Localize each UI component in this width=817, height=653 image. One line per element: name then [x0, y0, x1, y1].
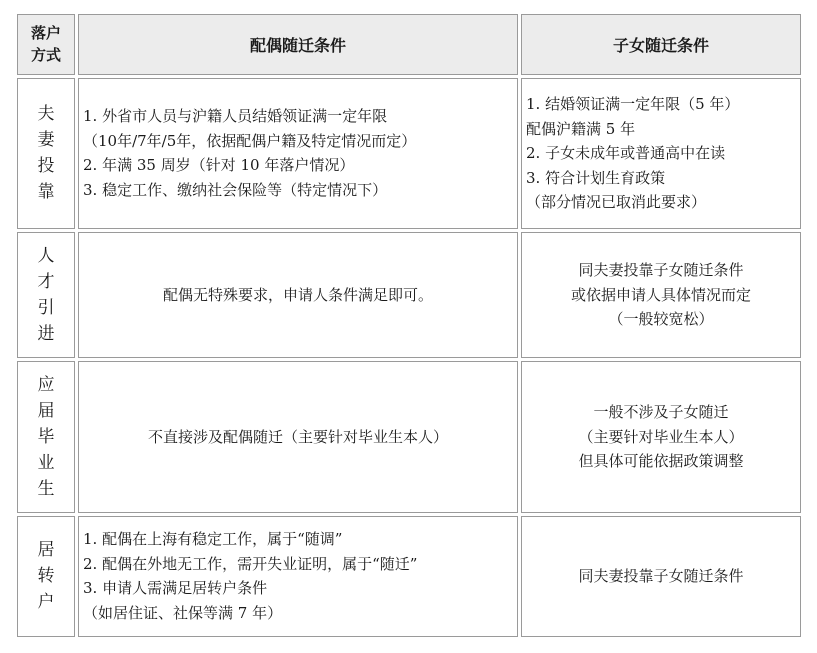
header-mode — [17, 14, 75, 75]
header-children: 子女随迁条件 — [521, 14, 801, 75]
spouse-cell — [78, 516, 518, 637]
children-cell — [521, 78, 801, 229]
condition-line: （主要针对毕业生本人） — [578, 427, 744, 446]
mode-char: 转 — [37, 566, 55, 587]
children-cell — [521, 361, 801, 512]
condition-line: 同夫妻投靠子女随迁条件 — [578, 261, 744, 280]
policy-table-container — [14, 11, 803, 640]
header-mode-line: 方式 — [30, 46, 61, 65]
condition-line: 同夫妻投靠子女随迁条件 — [578, 567, 744, 586]
condition-line: 3. 符合计划生育政策 — [526, 168, 666, 187]
mode-char: 人 — [37, 246, 55, 267]
condition-line: 2. 子女未成年或普通高中在读 — [526, 144, 726, 163]
condition-line: 2. 年满 35 周岁（针对 10 年落户情况） — [83, 156, 355, 175]
table-row — [17, 361, 801, 512]
mode-char: 投 — [37, 156, 55, 177]
header-spouse: 配偶随迁条件 — [78, 14, 518, 75]
mode-char: 毕 — [37, 427, 55, 448]
condition-line: （部分情况已取消此要求） — [526, 193, 707, 212]
children-cell — [521, 232, 801, 358]
spouse-cell — [78, 232, 518, 358]
header-row — [17, 14, 801, 75]
table-row — [17, 232, 801, 358]
condition-line: 3. 稳定工作、缴纳社会保险等（特定情况下） — [83, 180, 388, 199]
table-row — [17, 78, 801, 229]
condition-line: 1. 外省市人员与沪籍人员结婚领证满一定年限 — [83, 107, 388, 126]
spouse-cell — [78, 78, 518, 229]
condition-line: （一般较宽松） — [608, 310, 714, 329]
condition-line: 1. 配偶在上海有稳定工作，属于“随调” — [83, 530, 343, 549]
mode-char: 进 — [37, 324, 55, 345]
settlement-conditions-table — [14, 11, 804, 640]
mode-char: 应 — [37, 375, 55, 396]
condition-line: 一般不涉及子女随迁 — [593, 403, 729, 422]
table-row — [17, 516, 801, 637]
mode-char: 靠 — [37, 182, 55, 203]
condition-line: 不直接涉及配偶随迁（主要针对毕业生本人） — [147, 427, 448, 446]
mode-cell — [17, 361, 75, 512]
condition-line: 配偶沪籍满 5 年 — [526, 119, 636, 138]
condition-line: 1. 结婚领证满一定年限（5 年） — [526, 95, 740, 114]
mode-char: 才 — [37, 272, 55, 293]
condition-line: 2. 配偶在外地无工作，需开失业证明，属于“随迁” — [83, 554, 418, 573]
mode-char: 夫 — [37, 104, 55, 125]
mode-char: 届 — [37, 401, 55, 422]
mode-cell — [17, 232, 75, 358]
mode-char: 居 — [37, 540, 55, 561]
spouse-cell — [78, 361, 518, 512]
mode-cell — [17, 78, 75, 229]
children-cell — [521, 516, 801, 637]
condition-line: 但具体可能依据政策调整 — [578, 452, 744, 471]
mode-char: 业 — [37, 453, 55, 474]
mode-char: 妻 — [37, 130, 55, 151]
mode-cell — [17, 516, 75, 637]
condition-line: 配偶无特殊要求，申请人条件满足即可。 — [162, 285, 433, 304]
mode-char: 户 — [37, 592, 55, 613]
header-mode-line: 落户 — [30, 24, 61, 43]
condition-line: 3. 申请人需满足居转户条件 — [83, 579, 268, 598]
mode-char: 生 — [37, 479, 55, 500]
condition-line: （如居住证、社保等满 7 年） — [83, 603, 283, 622]
mode-char: 引 — [37, 298, 55, 319]
condition-line: （10年/7年/5年，依据配偶户籍及特定情况而定） — [83, 131, 417, 150]
condition-line: 或依据申请人具体情况而定 — [570, 285, 751, 304]
